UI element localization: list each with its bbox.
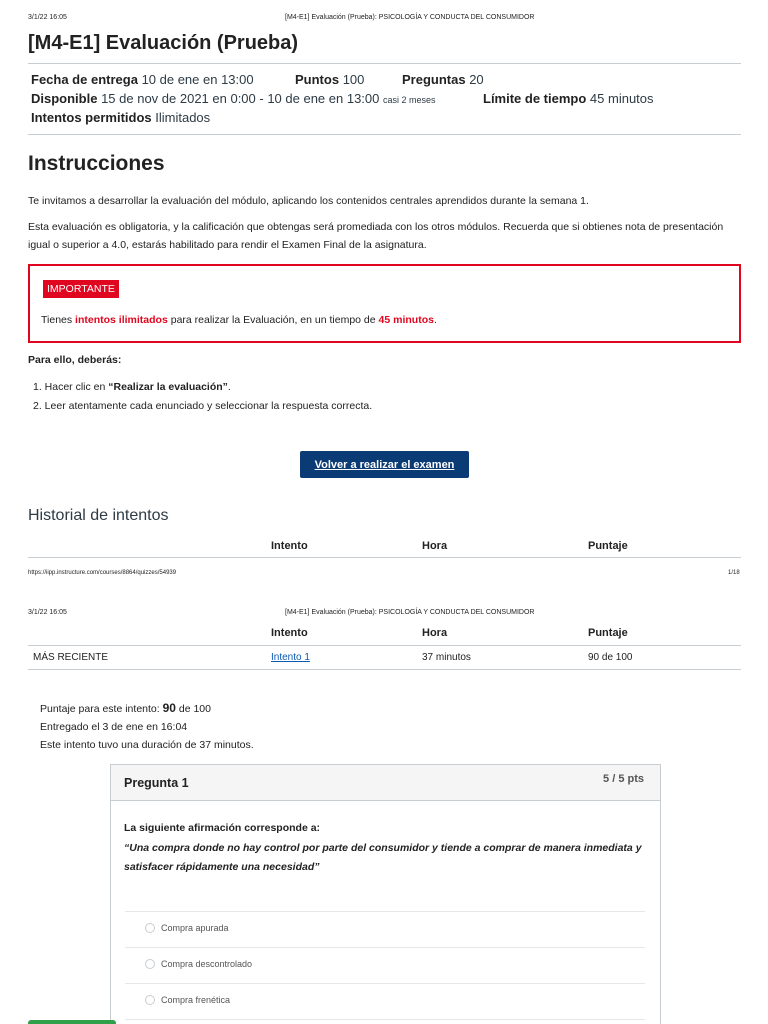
print-url: https://iipp.instructure.com/courses/8864/quizzes/54939 (28, 570, 177, 576)
radio-icon[interactable] (145, 959, 155, 969)
radio-icon[interactable] (145, 923, 155, 933)
col-time-header: Hora (422, 540, 448, 552)
step-2: 2. Leer atentamente cada enunciado y seleccionar la respuesta correcta. (33, 400, 373, 412)
correct-answer-marker (28, 1020, 116, 1024)
print-datetime: 3/1/22 16:05 (28, 609, 67, 616)
attempt-1-link[interactable]: Intento 1 (271, 652, 310, 663)
answer-option[interactable]: Compra frenética (145, 995, 230, 1005)
history-heading: Historial de intentos (28, 507, 169, 524)
attempt-submitted: Entregado el 3 de ene en 16:04 (40, 721, 188, 733)
points: Puntos 100 (295, 72, 365, 87)
time-limit: Límite de tiempo 45 minutos (483, 91, 654, 106)
retake-exam-button[interactable]: Volver a realizar el examen (300, 451, 469, 478)
question-points: 5 / 5 pts (603, 773, 644, 785)
instructions-paragraph-2: Esta evaluación es obligatoria, y la calificación que obtengas será promediada con los otros módulos. Recuerda que si obtienes nota de presentación igual o superior a 4.0, estarás habilitado para rendir el Examen Final de la asignatura. (28, 221, 724, 251)
questions-count: Preguntas 20 (402, 72, 484, 87)
col-score-header: Puntaje (588, 627, 628, 639)
print-page-number: 1/18 (728, 570, 740, 576)
print-datetime: 3/1/22 16:05 (28, 14, 67, 21)
print-doc-title: [M4-E1] Evaluación (Prueba): PSICOLOGÍA Y CONDUCTA DEL CONSUMIDOR (285, 609, 535, 616)
divider (28, 557, 741, 558)
answer-option[interactable]: Compra descontrolado (145, 959, 252, 969)
attempt-duration: Este intento tuvo una duración de 37 minutos. (40, 739, 254, 751)
question-prompt: La siguiente afirmación corresponde a: (124, 822, 321, 834)
divider (28, 669, 741, 670)
instructions-heading: Instrucciones (28, 152, 165, 175)
row-time: 37 minutos (422, 652, 471, 663)
important-box (28, 264, 741, 343)
divider (28, 134, 741, 135)
question-header (111, 765, 660, 801)
col-score-header: Puntaje (588, 540, 628, 552)
print-doc-title: [M4-E1] Evaluación (Prueba): PSICOLOGÍA Y CONDUCTA DEL CONSUMIDOR (285, 14, 535, 21)
page-title: [M4-E1] Evaluación (Prueba) (28, 32, 299, 54)
available: Disponible 15 de nov de 2021 en 0:00 - 10 de ene en 13:00 casi 2 meses (31, 91, 436, 106)
answer-option[interactable]: Compra apurada (145, 923, 229, 933)
attempt-score: Puntaje para este intento: 90 de 100 (40, 701, 211, 715)
col-attempt-header: Intento (271, 540, 308, 552)
col-time-header: Hora (422, 627, 448, 639)
important-badge: IMPORTANTE (43, 280, 119, 298)
divider (28, 63, 741, 64)
due-date: Fecha de entrega 10 de ene en 13:00 (31, 72, 254, 87)
step-1: 1. Hacer clic en “Realizar la evaluación”. (33, 381, 231, 393)
instructions-paragraph-1: Te invitamos a desarrollar la evaluación del módulo, aplicando los contenidos centrales aprendidos durante la semana 1. (28, 195, 589, 207)
question-quote: “Una compra donde no hay control por parte del consumidor y tiende a comprar de manera inmediata y satisfacer rápidamente una necesidad” (124, 842, 642, 873)
steps-heading: Para ello, deberás: (28, 354, 122, 366)
important-text: Tienes intentos ilimitados para realizar la Evaluación, en un tiempo de 45 minutos. (41, 314, 437, 326)
question-card (110, 764, 661, 1024)
col-attempt-header: Intento (271, 627, 308, 639)
question-title: Pregunta 1 (124, 776, 189, 790)
row-label: MÁS RECIENTE (33, 652, 109, 663)
radio-icon[interactable] (145, 995, 155, 1005)
row-score: 90 de 100 (588, 652, 633, 663)
divider (28, 645, 741, 646)
attempts-allowed: Intentos permitidos Ilimitados (31, 110, 211, 125)
